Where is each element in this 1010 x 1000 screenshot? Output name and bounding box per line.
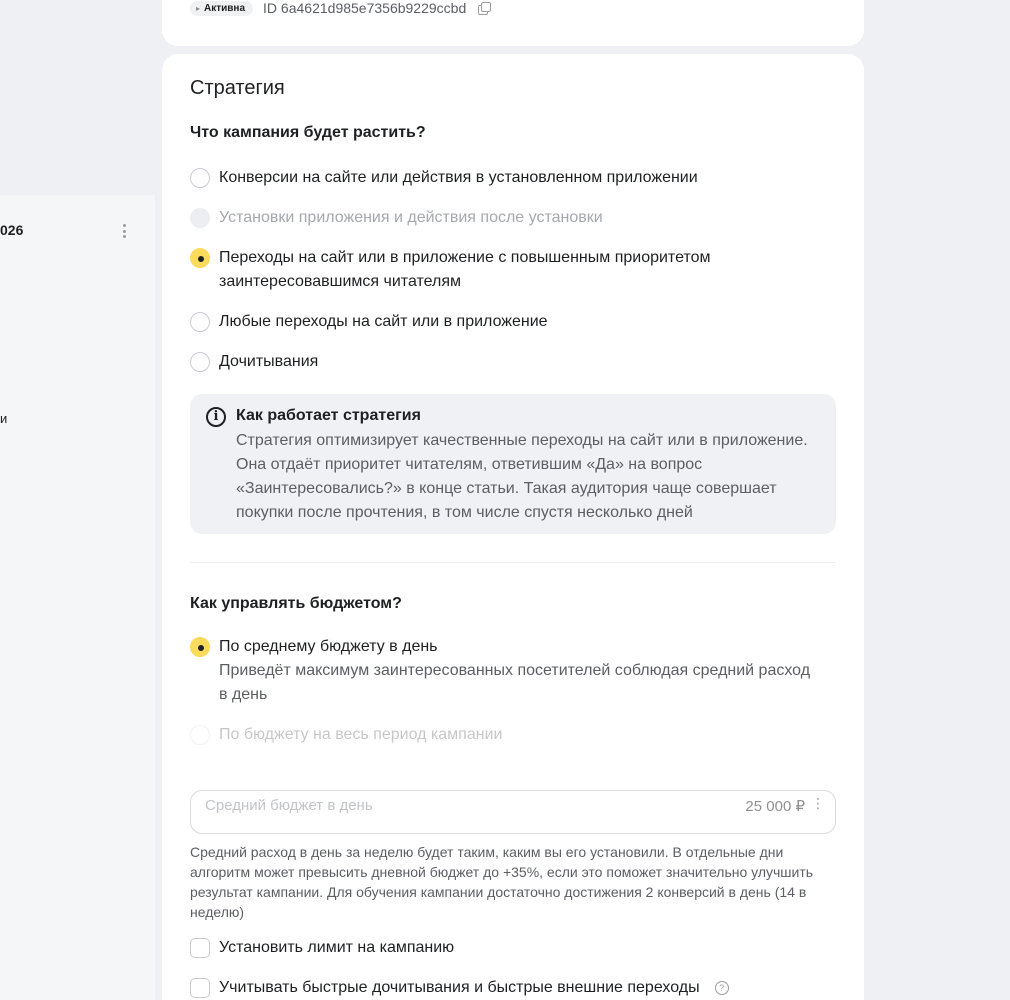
fast-reads-label: Учитывать быстрые дочитывания и быстрые внешние переходы bbox=[219, 979, 700, 996]
stepper-icon[interactable]: ⋮ bbox=[811, 795, 825, 811]
daily-budget-value: 25 000 ₽ bbox=[745, 798, 805, 815]
budget-option-period[interactable] bbox=[190, 723, 502, 747]
budget-option-daily[interactable] bbox=[190, 635, 820, 707]
campaign-limit-label: Установить лимит на кампанию bbox=[219, 939, 455, 956]
goal-option-label-line1: Переходы на сайт или в приложение с повышенным приоритетом bbox=[219, 249, 711, 266]
more-menu-icon[interactable] bbox=[118, 222, 130, 240]
goal-option-read-throughs[interactable] bbox=[190, 350, 318, 374]
copy-icon[interactable] bbox=[478, 2, 490, 14]
goal-option-label: Установки приложения и действия после установки bbox=[219, 209, 603, 226]
strategy-info-box bbox=[190, 394, 836, 534]
campaign-limit-checkbox[interactable] bbox=[190, 938, 210, 958]
info-icon: i bbox=[206, 407, 226, 427]
goal-question: Что кампания будет растить? bbox=[190, 124, 426, 141]
goal-option-conversions[interactable] bbox=[190, 166, 698, 190]
goal-option-app-installs bbox=[190, 206, 603, 230]
question-icon[interactable]: ? bbox=[715, 981, 729, 995]
budget-option-text bbox=[219, 635, 820, 707]
budget-help-text: Средний расход в день за неделю будет таким, каким вы его установили. В отдельные дни алгоритм может превысить дневной бюджет до +35%, если это поможет значительно улучшить результат кампании. Для обучения кампании достаточно достижения 2 конверсий в день (14 в неделю) bbox=[190, 844, 814, 920]
goal-option-label: Дочитывания bbox=[219, 353, 319, 370]
sidebar-text-fragment: и bbox=[0, 411, 8, 426]
radio-button-selected[interactable] bbox=[190, 637, 210, 657]
status-badge-label: Активна bbox=[204, 2, 246, 14]
radio-button-selected[interactable] bbox=[190, 248, 210, 268]
section-divider bbox=[190, 562, 836, 563]
daily-budget-placeholder: Средний бюджет в день bbox=[205, 797, 373, 814]
goal-option-label: Конверсии на сайте или действия в установленном приложении bbox=[219, 169, 698, 186]
goal-option-any-visits[interactable] bbox=[190, 310, 548, 334]
goal-option-label: Любые переходы на сайт или в приложение bbox=[219, 313, 548, 330]
info-text: Стратегия оптимизирует качественные переходы на сайт или в приложение. Она отдаёт приоритет читателям, ответившим «Да» на вопрос «Заинтересовались?» в конце статьи. Такая аудитория чаще совершает покупки после прочтения, в том числе спустя несколько дней bbox=[236, 432, 808, 521]
fast-reads-checkbox[interactable] bbox=[190, 978, 210, 998]
campaign-id: ID 6a4621d985e7356b9229ccbd bbox=[263, 0, 467, 16]
campaign-header-card bbox=[162, 0, 864, 46]
budget-option-label: По бюджету на весь период кампании bbox=[219, 726, 503, 743]
fast-reads-checkbox-row[interactable] bbox=[190, 978, 729, 998]
goal-option-label bbox=[219, 246, 711, 294]
caret-right-icon: ▸ bbox=[196, 3, 201, 13]
radio-button[interactable] bbox=[190, 352, 210, 372]
radio-button[interactable] bbox=[190, 168, 210, 188]
sidebar-date-fragment: 026 bbox=[0, 222, 24, 238]
campaign-limit-checkbox-row[interactable] bbox=[190, 938, 454, 958]
budget-option-label: По среднему бюджету в день bbox=[219, 638, 438, 655]
daily-budget-input[interactable] bbox=[190, 790, 836, 834]
info-title: Как работает стратегия bbox=[236, 407, 421, 424]
budget-question: Как управлять бюджетом? bbox=[190, 595, 402, 612]
radio-button[interactable] bbox=[190, 312, 210, 332]
strategy-card bbox=[162, 54, 864, 1000]
radio-button[interactable] bbox=[190, 725, 210, 745]
budget-option-description: Приведёт максимум заинтересованных посетителей соблюдая средний расход в день bbox=[219, 662, 811, 703]
left-sidebar bbox=[0, 195, 155, 1000]
status-badge bbox=[190, 1, 253, 16]
strategy-title: Стратегия bbox=[190, 77, 285, 99]
goal-option-label-line2: заинтересовавшимся читателям bbox=[219, 273, 462, 290]
radio-button bbox=[190, 208, 210, 228]
goal-option-priority-visits[interactable] bbox=[190, 246, 711, 294]
campaign-status-row bbox=[190, 0, 490, 16]
